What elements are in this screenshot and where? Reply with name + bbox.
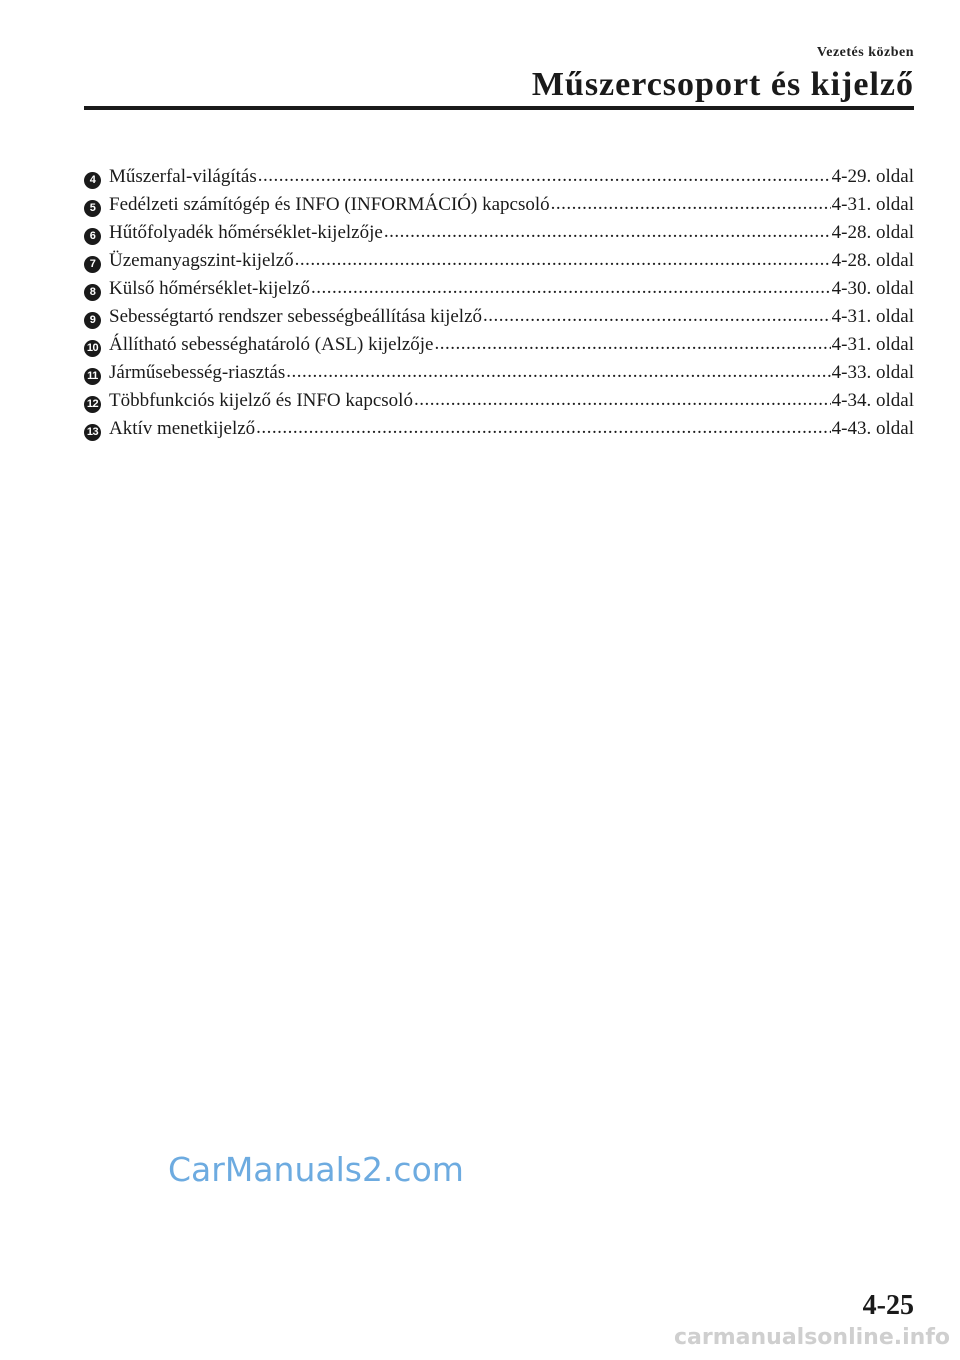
toc-item-label: Hűtőfolyadék hőmérséklet-kijelzője: [109, 222, 383, 243]
dot-leader: [384, 218, 831, 246]
item-number-badge: 6: [84, 228, 101, 245]
site-watermark: carmanualsonline.info: [674, 1325, 950, 1350]
toc-item-label: Járműsebesség-riasztás: [109, 362, 286, 383]
carmanuals-watermark: CarManuals2.com: [168, 1150, 464, 1189]
item-number-badge: 4: [84, 172, 101, 189]
item-number-badge: 10: [84, 340, 101, 357]
toc-item[interactable]: [84, 415, 914, 443]
toc-item-label: Műszerfal-világítás: [109, 166, 257, 187]
item-number-badge: 5: [84, 200, 101, 217]
toc-item[interactable]: [84, 247, 914, 275]
toc-item[interactable]: [84, 359, 914, 387]
toc-item-label: Állítható sebességhatároló (ASL) kijelzője: [109, 334, 434, 355]
dot-leader: [258, 162, 831, 190]
dot-leader: [435, 330, 831, 358]
toc-item-page: 4-31. oldal: [831, 334, 914, 355]
item-number-badge: 7: [84, 256, 101, 273]
toc-item-page: 4-33. oldal: [831, 362, 914, 383]
toc-item[interactable]: [84, 191, 914, 219]
dot-leader: [256, 414, 831, 442]
toc-item-label: Aktív menetkijelző: [109, 418, 256, 439]
dot-leader: [311, 274, 831, 302]
dot-leader: [483, 302, 831, 330]
page-number: 4-25: [862, 1290, 914, 1321]
toc-list: [84, 163, 914, 443]
toc-item[interactable]: [84, 163, 914, 191]
dot-leader: [551, 190, 831, 218]
toc-item-page: 4-28. oldal: [831, 250, 914, 271]
toc-item[interactable]: [84, 331, 914, 359]
toc-item-page: 4-31. oldal: [831, 306, 914, 327]
toc-item-page: 4-43. oldal: [831, 418, 914, 439]
header-divider: [84, 106, 914, 110]
toc-item-label: Többfunkciós kijelző és INFO kapcsoló: [109, 390, 413, 411]
toc-item-page: 4-29. oldal: [831, 166, 914, 187]
section-name: Vezetés közben: [816, 45, 914, 60]
dot-leader: [295, 246, 831, 274]
item-number-badge: 11: [84, 368, 101, 385]
item-number-badge: 13: [84, 424, 101, 441]
toc-item-page: 4-28. oldal: [831, 222, 914, 243]
toc-item[interactable]: [84, 387, 914, 415]
toc-item-page: 4-30. oldal: [831, 278, 914, 299]
toc-item[interactable]: [84, 275, 914, 303]
toc-item-label: Sebességtartó rendszer sebességbeállítása kijelző: [109, 306, 482, 327]
dot-leader: [414, 386, 831, 414]
toc-item-label: Külső hőmérséklet-kijelző: [109, 278, 311, 299]
item-number-badge: 9: [84, 312, 101, 329]
chapter-title: Műszercsoport és kijelző: [531, 66, 914, 103]
item-number-badge: 8: [84, 284, 101, 301]
item-number-badge: 12: [84, 396, 101, 413]
toc-item-label: Üzemanyagszint-kijelző: [109, 250, 294, 271]
toc-item[interactable]: [84, 303, 914, 331]
toc-item-label: Fedélzeti számítógép és INFO (INFORMÁCIÓ) kapcsoló: [109, 194, 550, 215]
toc-item[interactable]: [84, 219, 914, 247]
toc-item-page: 4-34. oldal: [831, 390, 914, 411]
toc-item-page: 4-31. oldal: [831, 194, 914, 215]
running-header: [532, 44, 914, 106]
dot-leader: [286, 358, 830, 386]
